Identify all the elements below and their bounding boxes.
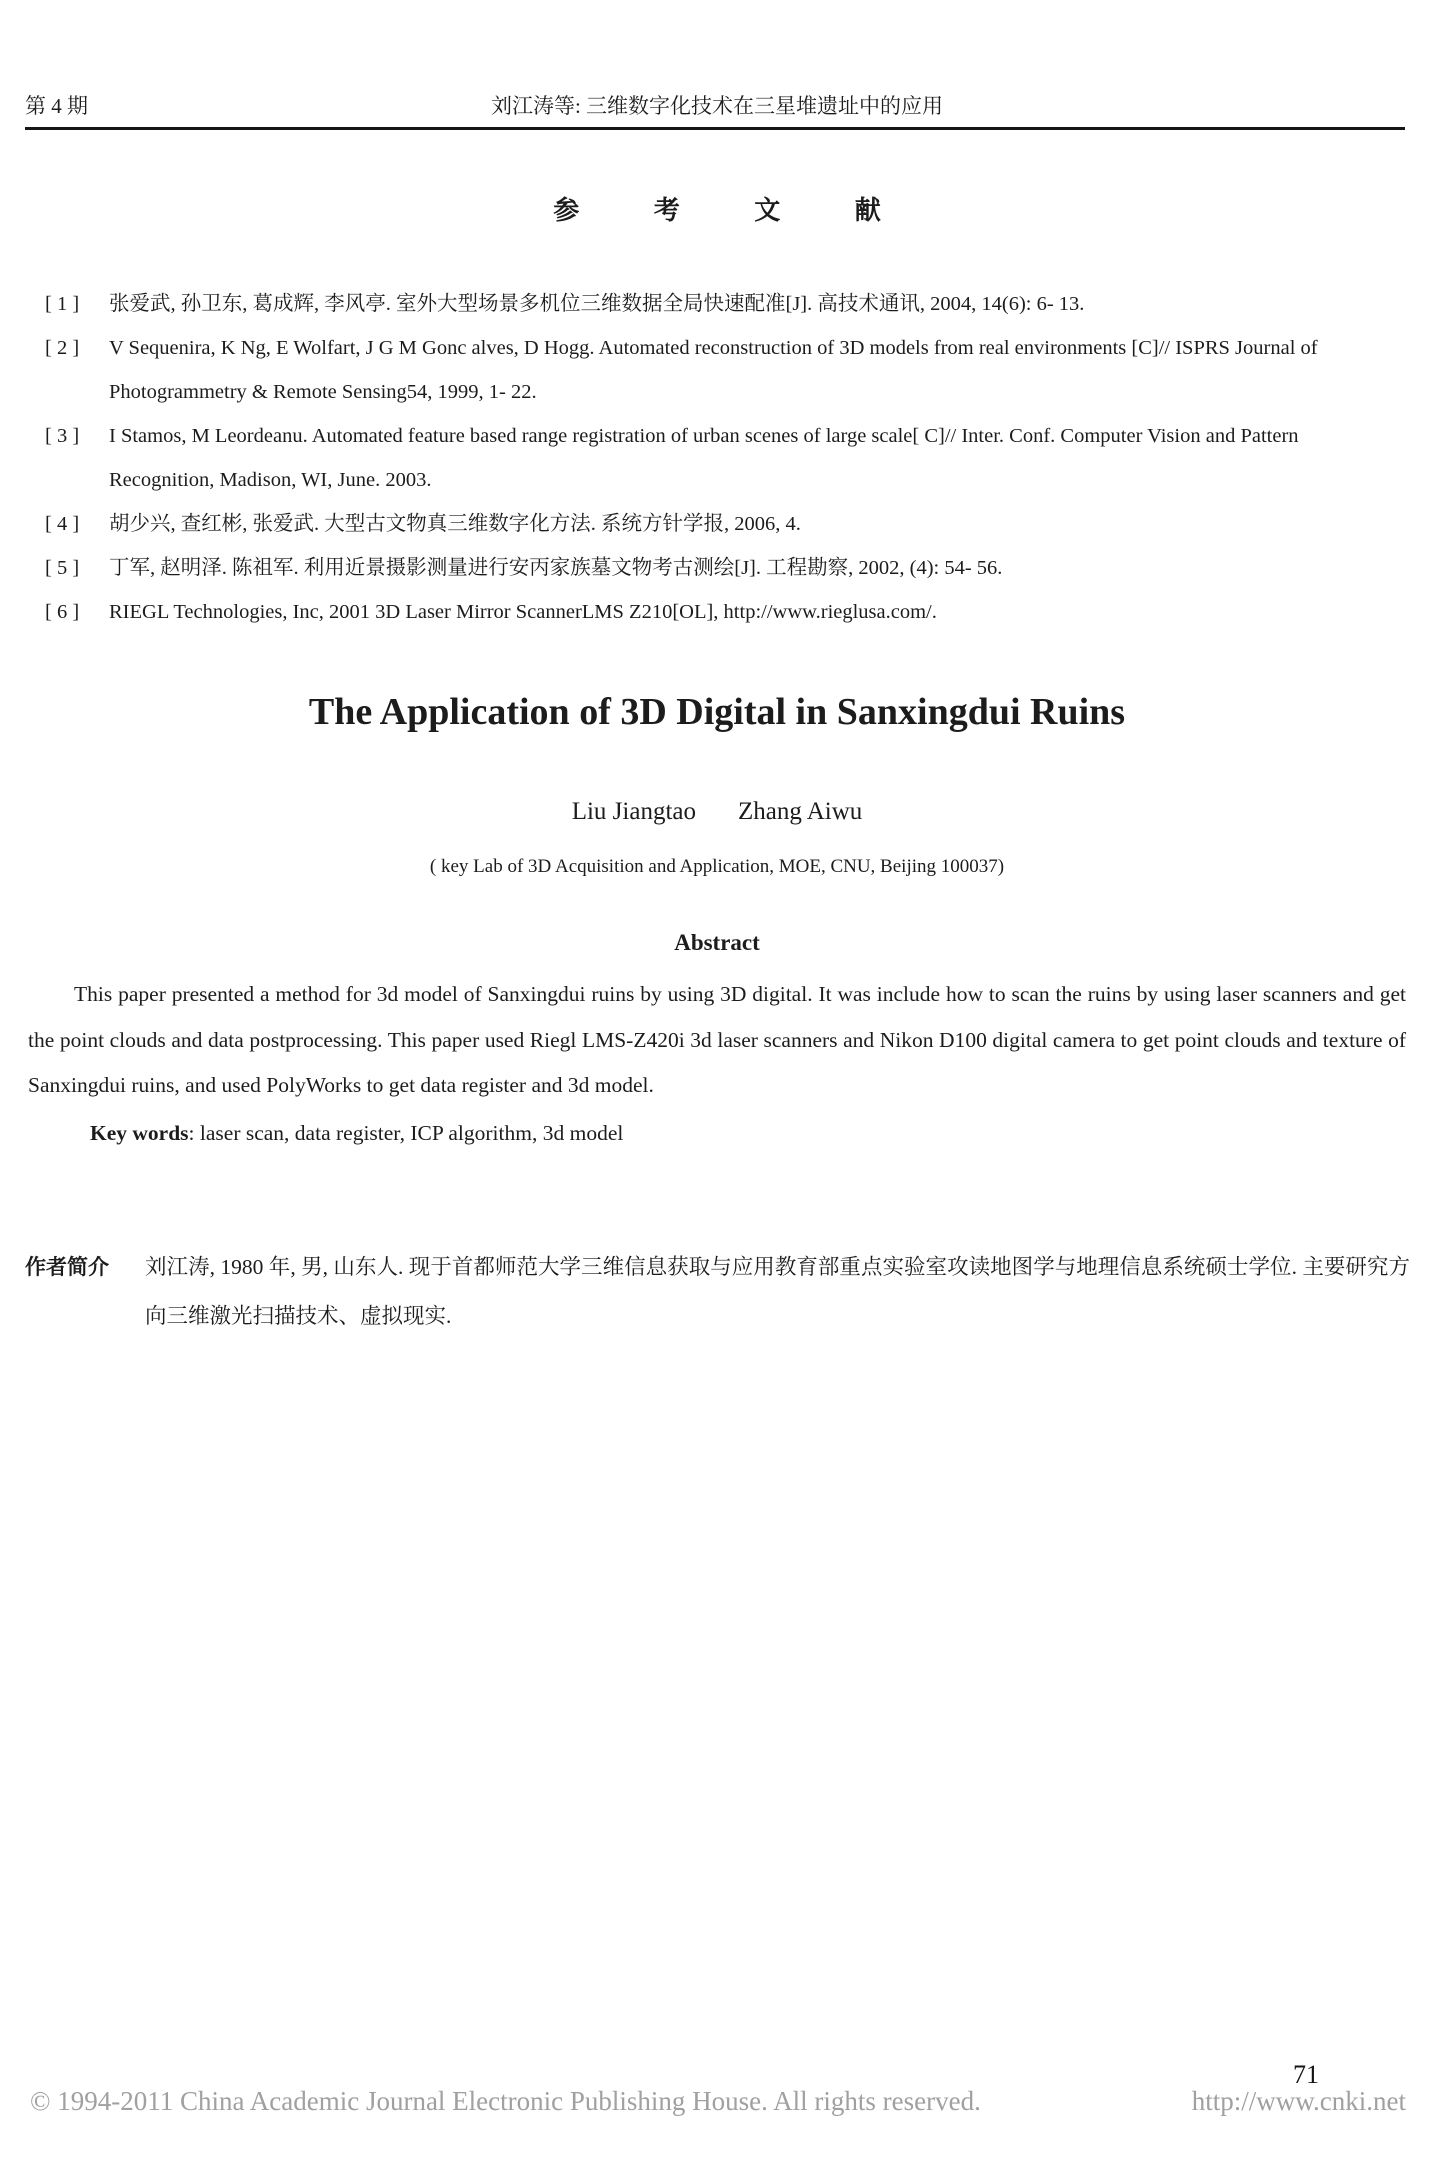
references-heading-text: 参 考 文 献 xyxy=(553,196,915,225)
keywords-label: Key words xyxy=(90,1120,189,1145)
article-title: The Application of 3D Digital in Sanxingdui Ruins xyxy=(308,691,1126,733)
reference-number: [ 2 ] xyxy=(45,337,80,359)
footer-copyright: © 1994-2011 China Academic Journal Electronic Publishing House. All rights reserved. xyxy=(30,2086,981,2116)
header-running-title: 刘江涛等: 三维数字化技术在三星堆遗址中的应用 xyxy=(490,94,944,118)
footer-url: http://www.cnki.net xyxy=(1191,2086,1406,2116)
reference-text: 胡少兴, 查红彬, 张爱武. 大型古文物真三维数字化方法. 系统方针学报, 2006, 4. xyxy=(109,513,801,535)
reference-item xyxy=(45,502,1400,546)
reference-item xyxy=(45,590,1400,634)
reference-number: [ 3 ] xyxy=(45,425,80,447)
header-rule xyxy=(25,127,1405,130)
reference-item xyxy=(45,414,1400,502)
reference-number: [ 6 ] xyxy=(45,601,80,623)
abstract-block xyxy=(28,972,1406,1156)
author-name: Zhang Aiwu xyxy=(737,798,863,825)
author-name: Liu Jiangtao xyxy=(571,798,696,825)
reference-number: [ 1 ] xyxy=(45,293,80,315)
footer xyxy=(30,2086,1406,2117)
keywords-line xyxy=(28,1111,1406,1157)
reference-text: 丁军, 赵明泽. 陈祖军. 利用近景摄影测量进行安丙家族墓文物考古测绘[J]. 工程勘察, 2002, (4): 54- 56. xyxy=(109,557,1003,579)
references-heading xyxy=(0,190,1434,227)
page-number: 71 xyxy=(1293,2060,1319,2089)
reference-item xyxy=(45,282,1400,326)
references-list xyxy=(45,282,1400,634)
abstract-text: This paper presented a method for 3d model of Sanxingdui ruins by using 3D digital. It was include how to scan the ruins by using laser scanners and get the point clouds and data postprocessing. This paper used Riegl LMS-Z420i 3d laser scanners and Nikon D100 digital camera to get point clouds and texture of Sanxingdui ruins, and used PolyWorks to get data register and 3d model. xyxy=(28,982,1406,1097)
article-authors xyxy=(0,798,1434,826)
author-bio xyxy=(25,1243,1410,1341)
header-issue-number: 第 4 期 xyxy=(25,94,88,118)
reference-text: RIEGL Technologies, Inc, 2001 3D Laser Mirror ScannerLMS Z210[OL], http://www.rieglusa.com/. xyxy=(109,601,937,623)
article-affiliation: ( key Lab of 3D Acquisition and Application, MOE, CNU, Beijing 100037) xyxy=(429,856,1005,877)
keywords-text: : laser scan, data register, ICP algorithm, 3d model xyxy=(188,1120,624,1145)
reference-text: V Sequenira, K Ng, E Wolfart, J G M Gonc alves, D Hogg. Automated reconstruction of 3D models from real environments [C]// ISPRS Journal of Photogrammetry & Remote Sensing54, 1999, 1- 22. xyxy=(109,337,1318,403)
reference-text: 张爱武, 孙卫东, 葛成辉, 李风亭. 室外大型场景多机位三维数据全局快速配准[J]. 高技术通讯, 2004, 14(6): 6- 13. xyxy=(109,293,1085,315)
reference-item xyxy=(45,326,1400,414)
reference-number: [ 5 ] xyxy=(45,557,80,579)
reference-item xyxy=(45,546,1400,590)
reference-text: I Stamos, M Leordeanu. Automated feature based range registration of urban scenes of large scale[ C]// Inter. Conf. Computer Vision and Pattern Recognition, Madison, WI, June. 2003. xyxy=(109,425,1299,491)
abstract-heading: Abstract xyxy=(674,930,760,955)
reference-number: [ 4 ] xyxy=(45,513,80,535)
author-bio-text: 刘江涛, 1980 年, 男, 山东人. 现于首都师范大学三维信息获取与应用教育部重点实验室攻读地图学与地理信息系统硕士学位. 主要研究方向三维激光扫描技术、虚拟现实. xyxy=(145,1255,1410,1328)
author-bio-label: 作者简介 xyxy=(25,1256,109,1279)
